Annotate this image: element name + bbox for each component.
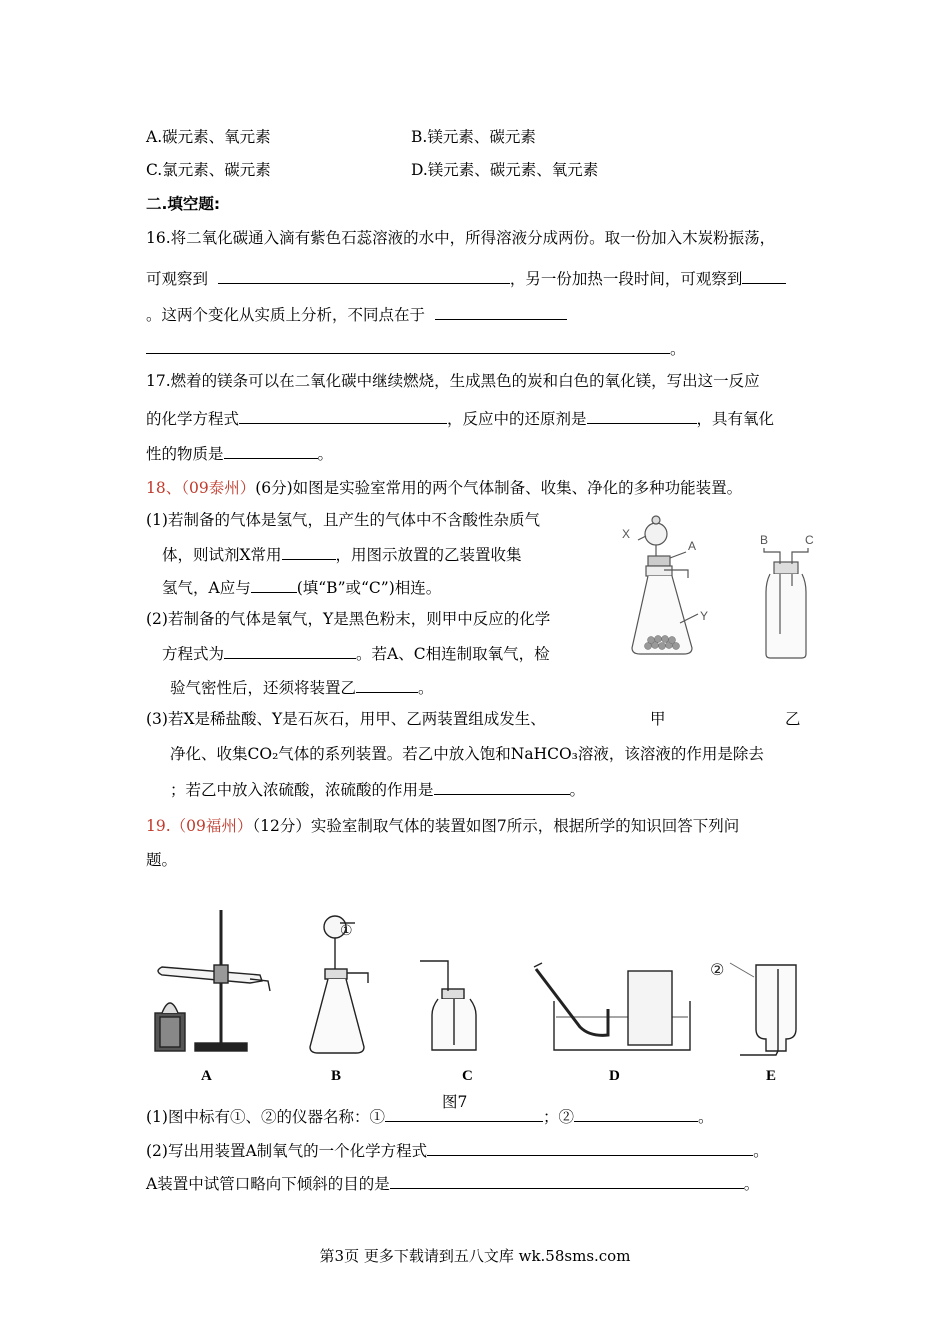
circle-label-2: ② bbox=[710, 960, 725, 979]
q19-header: 19.（09福州）（12分）实验室制取气体的装置如图7所示，根据所学的知识回答下列问 bbox=[146, 817, 740, 835]
funnel-bulb bbox=[645, 523, 667, 545]
label-b: B bbox=[331, 1068, 342, 1084]
option-c: C.氯元素、碳元素 bbox=[146, 161, 271, 179]
q18-p3-line1: (3)若X是稀盐酸、Y是石灰石，用甲、乙两装置组成发生、 bbox=[146, 710, 546, 728]
apparatus-e bbox=[730, 963, 796, 1055]
q16-line3: 。这两个变化从实质上分析，不同点在于 bbox=[146, 303, 567, 325]
label-c: C bbox=[462, 1068, 473, 1084]
option-b: B.镁元素、碳元素 bbox=[411, 128, 536, 146]
label-a: A bbox=[201, 1068, 212, 1084]
q18-p3-line3: ；若乙中放入浓硫酸，浓硫酸的作用是 。 bbox=[170, 778, 585, 800]
q19-p3: A装置中试管口略向下倾斜的目的是 。 bbox=[146, 1172, 759, 1194]
q16-line2: 可观察到 ，另一份加热一段时间，可观察到 bbox=[146, 267, 786, 289]
q18-p1-line2: 体，则试剂X常用 ，用图示放置的乙装置收集 bbox=[162, 543, 522, 565]
fig-label-y: Y bbox=[700, 609, 709, 623]
apparatus-c bbox=[420, 961, 476, 1050]
apparatus-a bbox=[155, 910, 270, 1051]
apparatus-d bbox=[534, 963, 690, 1050]
q16-line4: 。 bbox=[146, 337, 686, 359]
q19-p2: (2)写出用装置A制氧气的一个化学方程式 。 bbox=[146, 1139, 769, 1161]
option-a: A.碳元素、氧元素 bbox=[146, 128, 271, 146]
label-e: E bbox=[766, 1068, 777, 1084]
q18-p2-line2: 方程式为 。若A、C相连制取氧气，检 bbox=[162, 642, 550, 664]
q18-p1-line3: 氢气，A应与 (填“B”或“C”)相连。 bbox=[162, 576, 441, 598]
q18-p2-line1: (2)若制备的气体是氧气，Y是黑色粉末，则甲中反应的化学 bbox=[146, 610, 551, 628]
section-title: 二.填空题: bbox=[146, 195, 221, 213]
label-jia: 甲 bbox=[650, 710, 666, 728]
label-d: D bbox=[609, 1068, 620, 1084]
fig-label-c: C bbox=[805, 533, 814, 547]
figure-caption: 图7 bbox=[442, 1093, 468, 1111]
bottle-stopper bbox=[774, 562, 798, 574]
q16-line1: 16.将二氧化碳通入滴有紫色石蕊溶液的水中，所得溶液分成两份。取一份加入木炭粉振荡， bbox=[146, 229, 776, 247]
q17-line1: 17.燃着的镁条可以在二氧化碳中继续燃烧，生成黑色的炭和白色的氧化镁，写出这一反应 bbox=[146, 372, 760, 390]
q18-p3-line2: 净化、收集CO₂气体的系列装置。若乙中放入饱和NaHCO₃溶液，该溶液的作用是除去 bbox=[170, 745, 764, 763]
q18-header: 18、（09泰州）(6分)如图是实验室常用的两个气体制备、收集、净化的多种功能装置。 bbox=[146, 479, 743, 497]
page-footer: 第3页 更多下载请到五八文库 wk.58sms.com bbox=[319, 1247, 631, 1265]
apparatus-b bbox=[310, 916, 368, 1053]
fig-label-a: A bbox=[688, 539, 697, 553]
fig-label-x: X bbox=[622, 527, 631, 541]
q18-p1-line1: (1)若制备的气体是氢气，且产生的气体中不含酸性杂质气 bbox=[146, 511, 540, 529]
q18-p2-line3: 验气密性后，还须将装置乙 。 bbox=[170, 676, 434, 698]
q19-p1: (1)图中标有①、②的仪器名称：① ；② 。 bbox=[146, 1105, 714, 1127]
q19-header-line2: 题。 bbox=[146, 851, 178, 869]
q17-line3: 性的物质是 。 bbox=[146, 442, 333, 464]
q17-line2: 的化学方程式 ，反应中的还原剂是 ，具有氧化 bbox=[146, 407, 774, 429]
q18-apparatus-figure bbox=[610, 508, 820, 668]
circle-label-1: ① bbox=[340, 923, 353, 939]
fig-label-b: B bbox=[760, 533, 769, 547]
label-yi: 乙 bbox=[785, 710, 801, 728]
option-d: D.镁元素、碳元素、氧元素 bbox=[411, 161, 599, 179]
figure-7-apparatus bbox=[150, 905, 810, 1065]
